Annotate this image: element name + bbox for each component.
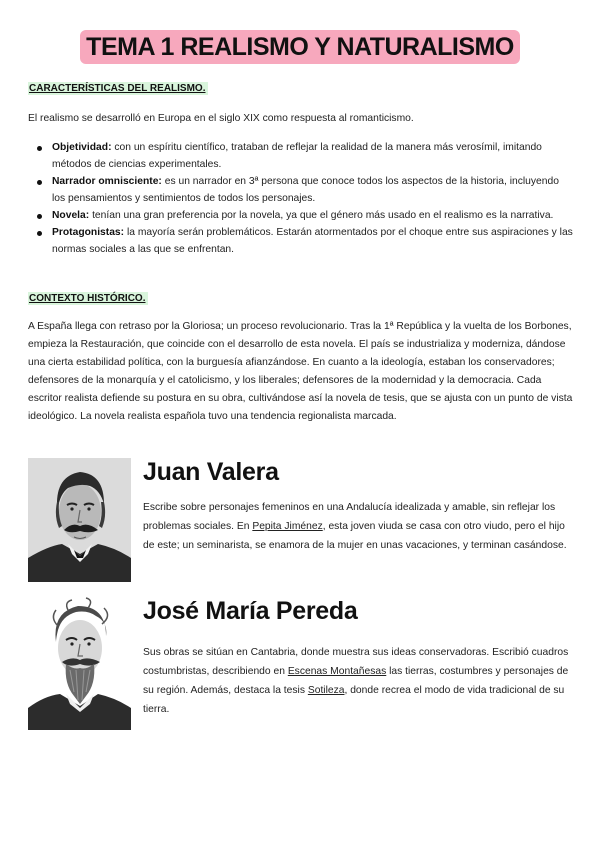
bio-text: las tierras, costumbres y personajes de su región. Además, destaca la tesis	[143, 666, 569, 696]
work-title-sotileza: Sotileza	[307, 685, 345, 696]
author-name-juan-valera: Juan Valera	[143, 458, 279, 486]
intro-paragraph: El realismo se desarrolló en Europa en el siglo XIX como respuesta al romanticismo.	[28, 113, 414, 124]
bio-text: , esta joven viuda se casa con otro viudo, pero el hijo de este; un seminarista, se enamora de la mujer en unas vacaciones, y terminan casándose.	[143, 521, 567, 551]
list-item-term: Protagonistas:	[52, 227, 125, 238]
portrait-jose-maria-pereda	[28, 596, 131, 730]
list-item-term: Novela:	[52, 210, 90, 221]
characteristics-list	[28, 139, 573, 258]
list-item-term: Objetividad:	[52, 142, 112, 153]
bio-text: , donde recrea el modo de vida tradicional de su tierra.	[143, 685, 565, 715]
bio-text: Sus obras se sitúan en Cantabria, donde muestra sus ideas conservadoras. Escribió cuadros costumbristas, describiendo en	[143, 647, 569, 677]
page-title: TEMA 1 REALISMO Y NATURALISMO	[80, 30, 520, 64]
section-heading-context: CONTEXTO HISTÓRICO.	[29, 293, 146, 304]
list-item	[28, 224, 573, 258]
list-item-text: con un espíritu científico, trataban de reflejar la realidad de la manera más verosímil, imitando métodos de ciencias experimentales.	[52, 142, 542, 170]
author-bio-juan-valera	[143, 498, 575, 555]
work-title-escenas-montanesas: Escenas Montañesas	[287, 666, 387, 677]
title-container	[0, 30, 600, 64]
list-item	[28, 207, 573, 224]
bio-text: Escribe sobre personajes femeninos en una Andalucía idealizada y amable, sin reflejar los problemas sociales. En	[143, 502, 556, 532]
list-item-text: tenían una gran preferencia por la novela, ya que el género más usado en el realismo es la narrativa.	[89, 210, 554, 221]
section-heading-characteristics: CARACTERÍSTICAS DEL REALISMO.	[29, 83, 206, 94]
list-item	[28, 139, 573, 173]
list-item-text: la mayoría serán problemáticos. Estarán atormentados por el choque entre sus aspiraciones y las normas sociales a las que se enfrentan.	[52, 227, 573, 255]
context-paragraph: A España llega con retraso por la Gloriosa; un proceso revolucionario. Tras la 1ª República y la vuelta de los Borbones, empieza la Restauración, que coincide con el desarrollo de esta novela. El país se industrializa y moderniza, dándose una cierta estabilidad política, con la burguesía afianzándose. En cuanto a la ideología, estaban los conservadores; defensores de la monarquía y el catolicismo, y los liberales; defensores de la modernidad y la democracia. Cada escritor realista defiende su postura en su obra, cultivándose así la novela de tesis, que se ajusta con un punto de vista ideológico. La novela realista española tuvo una tendencia regionalista marcada.	[28, 321, 573, 422]
author-bio-jose-maria-pereda	[143, 643, 575, 719]
work-title-pepita-jimenez: Pepita Jiménez	[252, 521, 323, 532]
list-item	[28, 173, 573, 207]
list-item-term: Narrador omnisciente:	[52, 176, 162, 187]
portrait-juan-valera	[28, 458, 131, 582]
author-name-jose-maria-pereda: José María Pereda	[143, 597, 358, 625]
list-item-text: es un narrador en 3ª persona que conoce todos los aspectos de la historia, incluyendo los pensamientos y sentimientos de todos los personajes.	[52, 176, 559, 204]
